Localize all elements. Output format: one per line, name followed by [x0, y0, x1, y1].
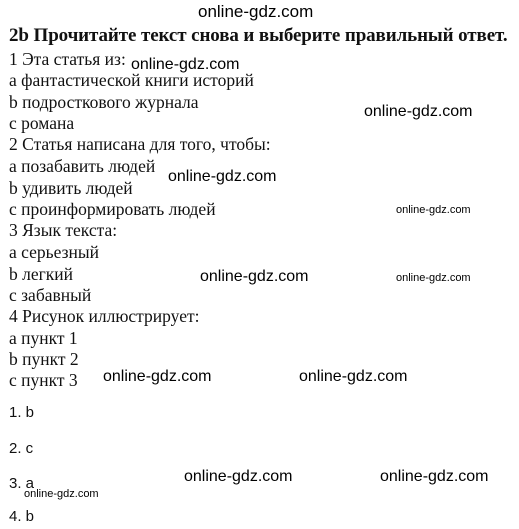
question-4-option-b: b пункт 2	[9, 349, 79, 369]
question-1-option-c: c романа	[9, 113, 75, 133]
question-1-prompt: 1 Эта статья из:	[9, 49, 126, 69]
question-2-option-c: c проинформировать людей	[9, 199, 216, 219]
question-2-option-a: a позабавить людей	[9, 156, 156, 176]
watermark: online-gdz.com	[380, 468, 489, 485]
question-2-option-b: b удивить людей	[9, 178, 133, 198]
question-1-option-b: b подросткового журнала	[9, 92, 199, 112]
answer-2: 2. c	[9, 440, 34, 457]
watermark: online-gdz.com	[168, 168, 277, 185]
exercise-title: 2b Прочитайте текст снова и выберите правильный ответ.	[9, 25, 508, 46]
watermark: online-gdz.com	[184, 468, 293, 485]
watermark: online-gdz.com	[299, 368, 408, 385]
answer-4: 4. b	[9, 508, 35, 525]
question-3-prompt: 3 Язык текста:	[9, 220, 118, 240]
question-3-option-a: a серьезный	[9, 242, 100, 262]
watermark: online-gdz.com	[103, 368, 212, 385]
question-3-option-c: c забавный	[9, 285, 92, 305]
header-watermark: online-gdz.com	[198, 2, 314, 21]
question-4-option-c: c пункт 3	[9, 370, 78, 390]
question-4-option-a: a пункт 1	[9, 328, 78, 348]
watermark: online-gdz.com	[396, 204, 471, 216]
watermark: online-gdz.com	[131, 56, 240, 73]
watermark: online-gdz.com	[396, 272, 471, 284]
watermark: online-gdz.com	[364, 103, 473, 120]
question-1-option-a: a фантастической книги историй	[9, 70, 254, 90]
answer-1: 1. b	[9, 404, 35, 421]
watermark: online-gdz.com	[24, 488, 99, 500]
question-3-option-b: b легкий	[9, 264, 74, 284]
question-4-prompt: 4 Рисунок иллюстрирует:	[9, 306, 200, 326]
question-2-prompt: 2 Статья написана для того, чтобы:	[9, 134, 271, 154]
watermark: online-gdz.com	[200, 268, 309, 285]
answer-3: 3. a	[9, 475, 35, 492]
